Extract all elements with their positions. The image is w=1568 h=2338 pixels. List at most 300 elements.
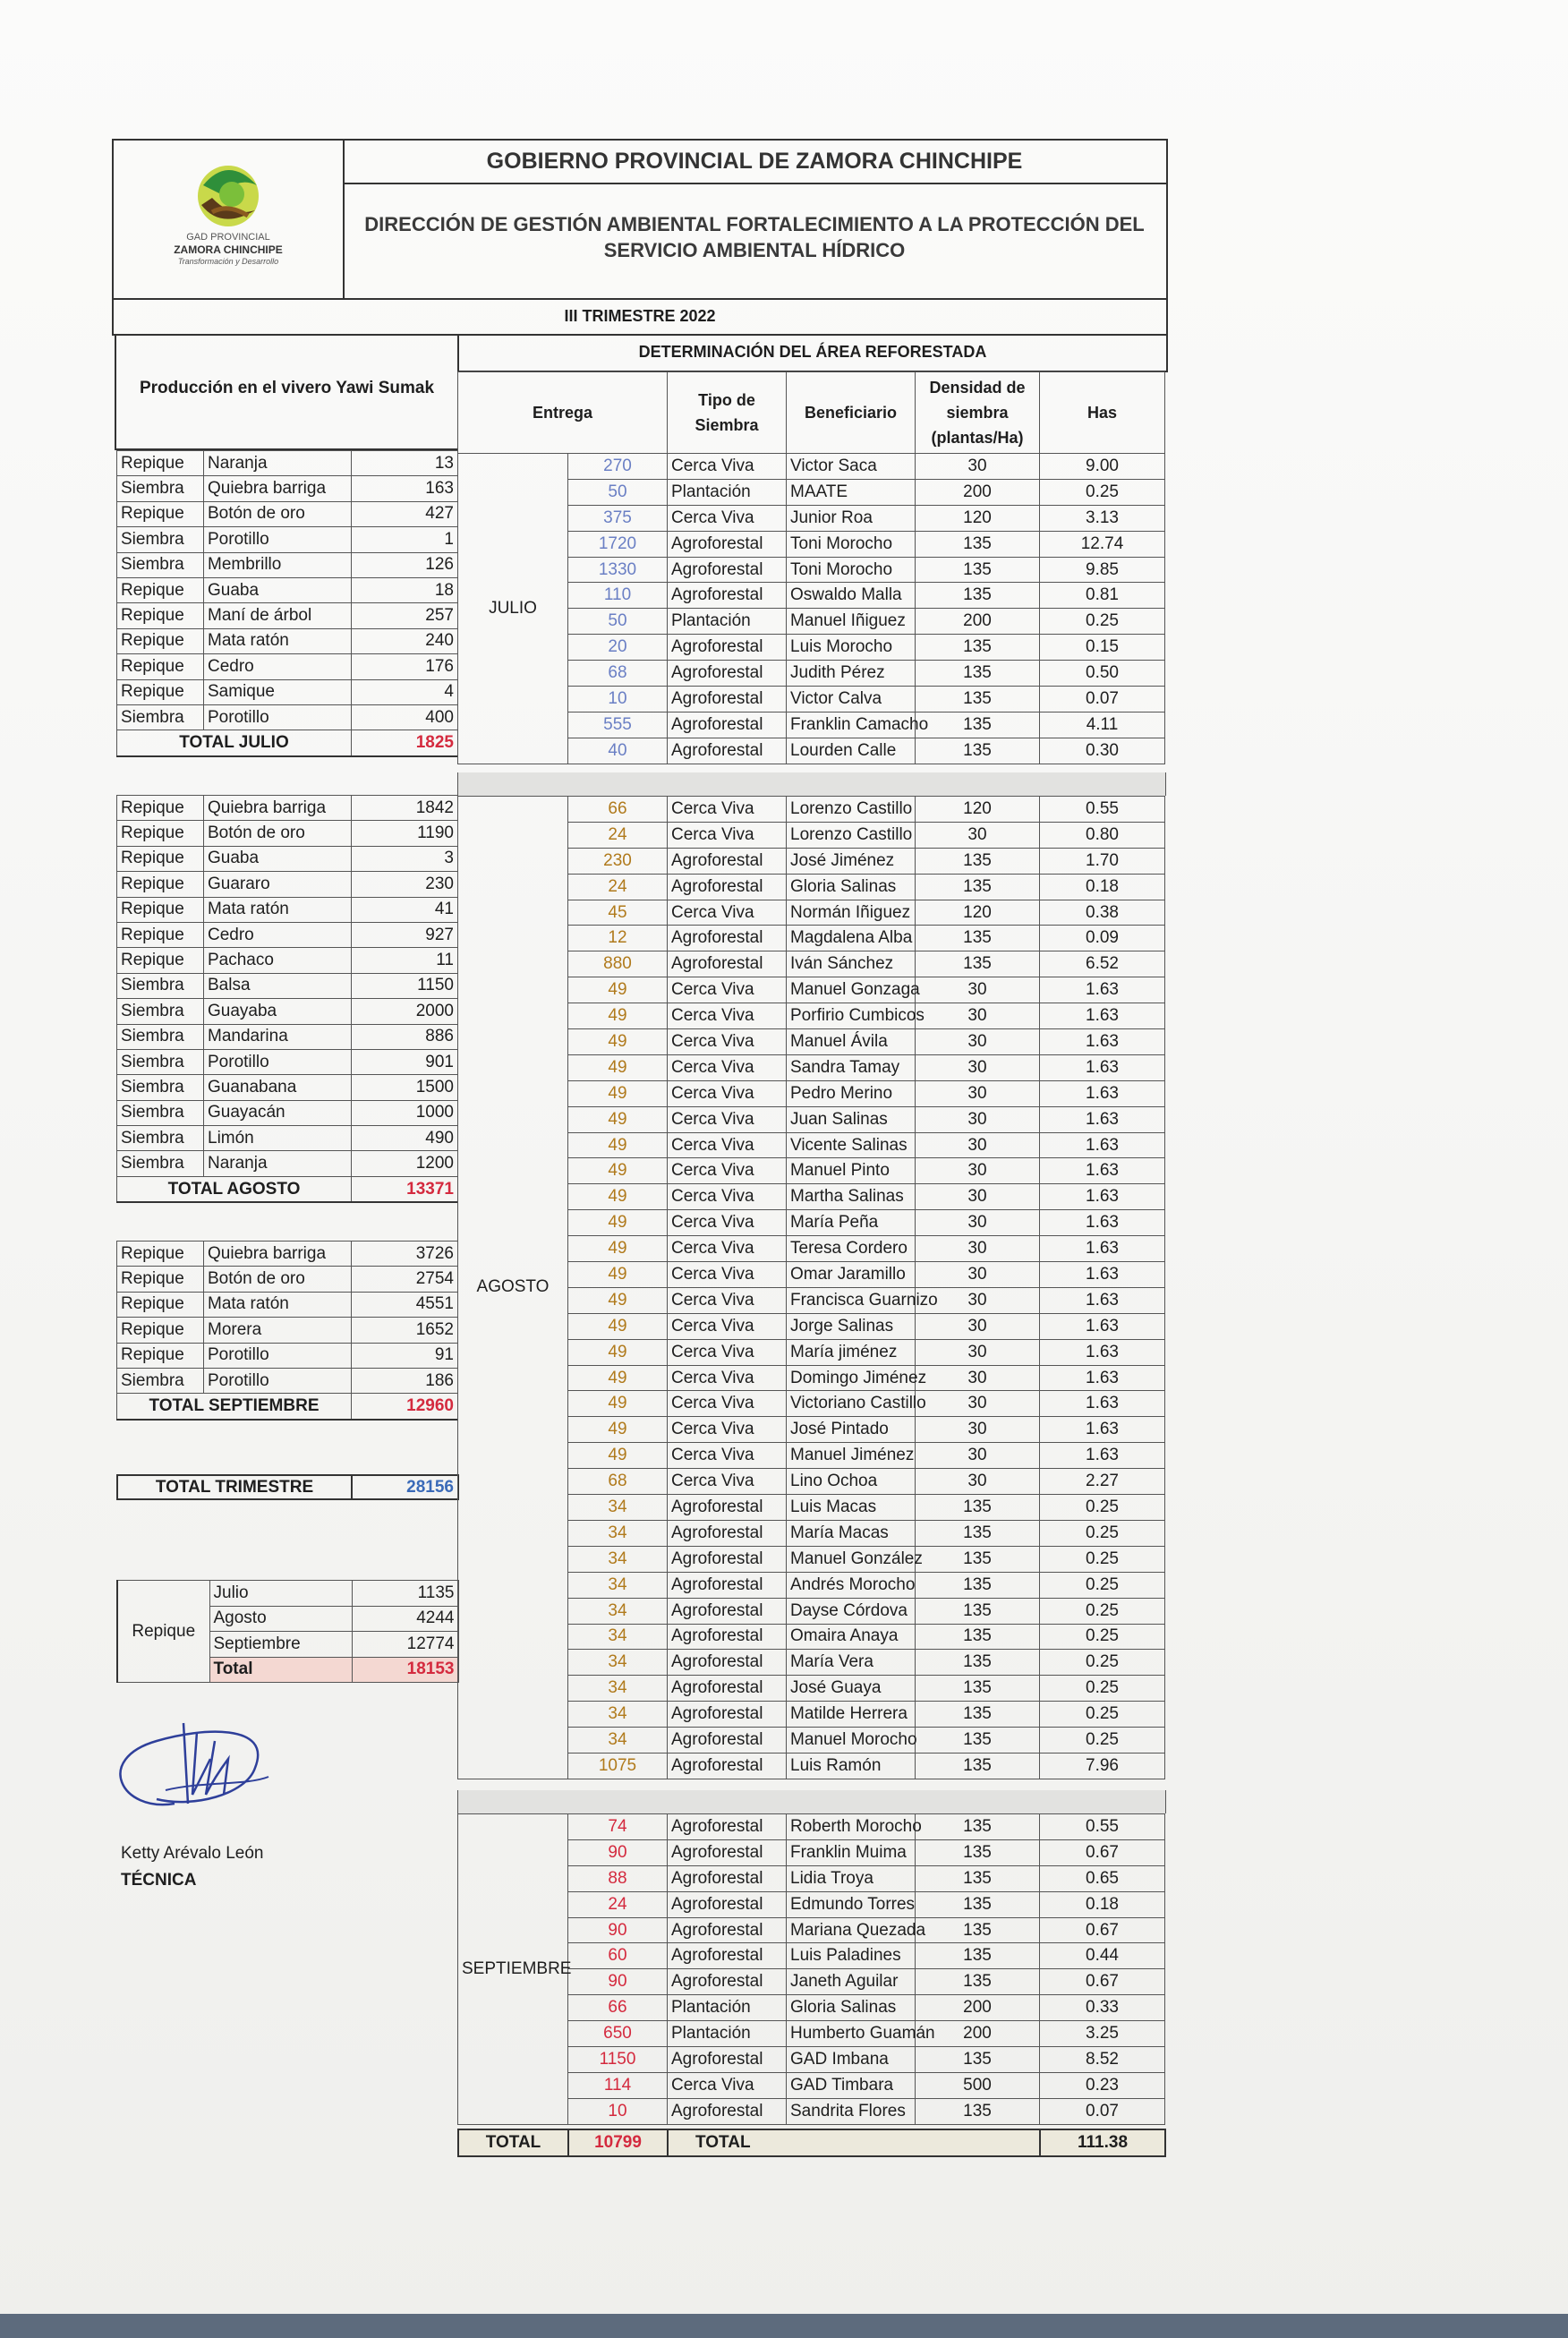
tipo-siembra: Agroforestal <box>668 1728 787 1754</box>
production-action: Repique <box>117 846 204 871</box>
table-row <box>117 501 458 526</box>
densidad: 30 <box>916 822 1040 848</box>
production-quantity: 490 <box>352 1126 458 1151</box>
gad-logo-icon <box>185 158 271 239</box>
densidad: 135 <box>916 1753 1040 1779</box>
densidad: 135 <box>916 1891 1040 1917</box>
hectareas: 1.63 <box>1040 1158 1165 1184</box>
hectareas: 1.63 <box>1040 1003 1165 1029</box>
production-agosto-table <box>116 795 458 1203</box>
logo-line-3: Transformación y Desarrollo <box>177 257 279 266</box>
table-row <box>117 704 458 730</box>
tipo-siembra: Agroforestal <box>668 1814 787 1840</box>
hectareas: 0.81 <box>1040 583 1165 609</box>
section-divider <box>457 1790 1166 1813</box>
table-row <box>117 1581 458 1607</box>
tipo-siembra: Agroforestal <box>668 1546 787 1572</box>
densidad: 135 <box>916 1624 1040 1650</box>
production-species: Mandarina <box>204 1024 352 1049</box>
beneficiario: Jorge Salinas <box>787 1313 916 1339</box>
production-total-label: TOTAL AGOSTO <box>117 1176 352 1202</box>
hectareas: 0.25 <box>1040 1520 1165 1546</box>
densidad: 30 <box>916 1469 1040 1495</box>
densidad: 135 <box>916 687 1040 712</box>
table-row-total <box>117 730 458 756</box>
beneficiario: José Guaya <box>787 1676 916 1702</box>
densidad: 120 <box>916 900 1040 926</box>
tipo-siembra: Cerca Viva <box>668 2072 787 2098</box>
production-action: Repique <box>117 451 204 476</box>
tipo-siembra: Agroforestal <box>668 1943 787 1969</box>
tipo-siembra: Agroforestal <box>668 1572 787 1598</box>
densidad: 30 <box>916 1287 1040 1313</box>
densidad: 200 <box>916 609 1040 635</box>
beneficiario: Martha Salinas <box>787 1184 916 1210</box>
tipo-siembra: Cerca Viva <box>668 1210 787 1236</box>
production-quantity: 901 <box>352 1049 458 1074</box>
background-surface <box>0 2314 1568 2338</box>
hectareas: 1.63 <box>1040 1210 1165 1236</box>
table-row <box>117 846 458 871</box>
densidad: 120 <box>916 505 1040 531</box>
hectareas: 0.65 <box>1040 1865 1165 1891</box>
repique-month: Septiembre <box>209 1632 352 1658</box>
logo-cell <box>114 141 345 298</box>
production-action: Repique <box>117 796 204 821</box>
entrega-quantity: 1330 <box>568 557 668 583</box>
entrega-quantity: 49 <box>568 977 668 1003</box>
table-row <box>117 1343 458 1368</box>
production-action: Siembra <box>117 1024 204 1049</box>
production-quantity: 4 <box>352 679 458 704</box>
tipo-siembra: Cerca Viva <box>668 1158 787 1184</box>
table-row <box>117 1368 458 1393</box>
production-quantity: 240 <box>352 628 458 653</box>
table-row <box>117 1242 458 1267</box>
hectareas: 0.07 <box>1040 2098 1165 2124</box>
densidad: 135 <box>916 2047 1040 2073</box>
production-species: Quiebra barriga <box>204 476 352 501</box>
beneficiario: Omar Jaramillo <box>787 1262 916 1288</box>
tipo-siembra: Agroforestal <box>668 583 787 609</box>
beneficiario: Andrés Morocho <box>787 1572 916 1598</box>
production-action: Repique <box>117 1343 204 1368</box>
table-row <box>117 679 458 704</box>
beneficiario: Oswaldo Malla <box>787 583 916 609</box>
hectareas: 6.52 <box>1040 951 1165 977</box>
production-action: Siembra <box>117 999 204 1024</box>
entrega-quantity: 34 <box>568 1520 668 1546</box>
production-action: Repique <box>117 897 204 922</box>
repique-summary-table <box>116 1580 459 1683</box>
tipo-siembra: Agroforestal <box>668 1891 787 1917</box>
section-divider <box>457 772 1166 796</box>
entrega-quantity: 34 <box>568 1572 668 1598</box>
entrega-quantity: 49 <box>568 1132 668 1158</box>
hectareas: 1.63 <box>1040 1029 1165 1055</box>
production-species: Porotillo <box>204 1368 352 1393</box>
month-label: JULIO <box>458 454 568 764</box>
production-title: Producción en el vivero Yawi Sumak <box>115 334 457 450</box>
tipo-siembra: Plantación <box>668 609 787 635</box>
production-action: Repique <box>117 821 204 846</box>
table-row <box>458 454 1165 480</box>
document-header <box>112 139 1168 300</box>
month-label: SEPTIEMBRE <box>458 1814 568 2125</box>
repique-value: 1135 <box>352 1581 458 1607</box>
hectareas: 1.63 <box>1040 1184 1165 1210</box>
tipo-siembra: Cerca Viva <box>668 900 787 926</box>
entrega-quantity: 49 <box>568 1106 668 1132</box>
densidad: 30 <box>916 1184 1040 1210</box>
production-septiembre-table <box>116 1241 458 1421</box>
densidad: 135 <box>916 1650 1040 1676</box>
reforestacion-total-row <box>457 2129 1166 2157</box>
densidad: 135 <box>916 1728 1040 1754</box>
densidad: 135 <box>916 1969 1040 1995</box>
entrega-quantity: 49 <box>568 1443 668 1469</box>
production-action: Repique <box>117 872 204 897</box>
production-total-label: TOTAL JULIO <box>117 730 352 756</box>
densidad: 135 <box>916 738 1040 764</box>
production-species: Maní de árbol <box>204 603 352 628</box>
hectareas: 0.67 <box>1040 1917 1165 1943</box>
entrega-quantity: 24 <box>568 874 668 900</box>
tipo-siembra: Cerca Viva <box>668 1443 787 1469</box>
production-quantity: 11 <box>352 948 458 973</box>
beneficiario: Roberth Morocho <box>787 1814 916 1840</box>
densidad: 135 <box>916 1572 1040 1598</box>
table-row <box>458 1814 1165 1840</box>
production-action: Siembra <box>117 1075 204 1100</box>
table-row <box>458 797 1165 823</box>
entrega-quantity: 20 <box>568 635 668 661</box>
beneficiario: Janeth Aguilar <box>787 1969 916 1995</box>
beneficiario: Luis Ramón <box>787 1753 916 1779</box>
densidad: 135 <box>916 1546 1040 1572</box>
production-quantity: 230 <box>352 872 458 897</box>
table-row <box>117 821 458 846</box>
beneficiario: Dayse Córdova <box>787 1598 916 1624</box>
densidad: 135 <box>916 1702 1040 1728</box>
densidad: 135 <box>916 1839 1040 1865</box>
entrega-quantity: 650 <box>568 2021 668 2047</box>
production-quantity: 13 <box>352 451 458 476</box>
production-species: Balsa <box>204 973 352 998</box>
beneficiario: Manuel González <box>787 1546 916 1572</box>
beneficiario: Lino Ochoa <box>787 1469 916 1495</box>
table-row <box>117 872 458 897</box>
densidad: 30 <box>916 1236 1040 1262</box>
production-species: Porotillo <box>204 1343 352 1368</box>
production-quantity: 126 <box>352 552 458 577</box>
beneficiario: Victor Calva <box>787 687 916 712</box>
production-quantity: 1500 <box>352 1075 458 1100</box>
table-row <box>117 1075 458 1100</box>
tipo-siembra: Cerca Viva <box>668 822 787 848</box>
entrega-quantity: 49 <box>568 1365 668 1391</box>
production-species: Quiebra barriga <box>204 1242 352 1267</box>
production-action: Siembra <box>117 1100 204 1125</box>
densidad: 30 <box>916 1003 1040 1029</box>
tipo-siembra: Agroforestal <box>668 1624 787 1650</box>
entrega-quantity: 49 <box>568 1339 668 1365</box>
table-row-total <box>117 1176 458 1202</box>
table-row <box>117 973 458 998</box>
col-densidad: Densidad de siembra (plantas/Ha) <box>916 372 1040 454</box>
table-row <box>117 527 458 552</box>
production-species: Porotillo <box>204 1049 352 1074</box>
tipo-siembra: Agroforestal <box>668 531 787 557</box>
densidad: 135 <box>916 661 1040 687</box>
densidad: 135 <box>916 1865 1040 1891</box>
densidad: 120 <box>916 797 1040 823</box>
densidad: 30 <box>916 1158 1040 1184</box>
beneficiario: Omaira Anaya <box>787 1624 916 1650</box>
production-quantity: 163 <box>352 476 458 501</box>
table-row <box>117 1049 458 1074</box>
hectareas: 9.00 <box>1040 454 1165 480</box>
table-row <box>117 1292 458 1317</box>
beneficiario: Mariana Quezada <box>787 1917 916 1943</box>
densidad: 30 <box>916 1365 1040 1391</box>
tipo-siembra: Plantación <box>668 479 787 505</box>
trimestre-title: III TRIMESTRE 2022 <box>112 298 1168 336</box>
production-species: Botón de oro <box>204 821 352 846</box>
tipo-siembra: Agroforestal <box>668 1753 787 1779</box>
beneficiario: Manuel Morocho <box>787 1728 916 1754</box>
beneficiario: Iván Sánchez <box>787 951 916 977</box>
densidad: 135 <box>916 848 1040 874</box>
production-species: Quiebra barriga <box>204 796 352 821</box>
production-total-value: 12960 <box>352 1394 458 1420</box>
beneficiario: María jiménez <box>787 1339 916 1365</box>
signatory-role: TÉCNICA <box>121 1871 197 1890</box>
production-action: Repique <box>117 654 204 679</box>
entrega-quantity: 40 <box>568 738 668 764</box>
table-row <box>117 999 458 1024</box>
production-quantity: 1150 <box>352 973 458 998</box>
production-quantity: 1190 <box>352 821 458 846</box>
hectareas: 0.67 <box>1040 1839 1165 1865</box>
hectareas: 0.30 <box>1040 738 1165 764</box>
tipo-siembra: Agroforestal <box>668 926 787 951</box>
production-quantity: 927 <box>352 922 458 947</box>
entrega-quantity: 880 <box>568 951 668 977</box>
tipo-siembra: Cerca Viva <box>668 1106 787 1132</box>
production-total-value: 1825 <box>352 730 458 756</box>
production-quantity: 886 <box>352 1024 458 1049</box>
beneficiario: Lorenzo Castillo <box>787 797 916 823</box>
entrega-quantity: 555 <box>568 712 668 738</box>
hectareas: 3.25 <box>1040 2021 1165 2047</box>
entrega-quantity: 34 <box>568 1495 668 1521</box>
beneficiario: Magdalena Alba <box>787 926 916 951</box>
entrega-quantity: 90 <box>568 1917 668 1943</box>
beneficiario: Domingo Jiménez <box>787 1365 916 1391</box>
production-action: Repique <box>117 577 204 602</box>
entrega-quantity: 49 <box>568 1003 668 1029</box>
entrega-quantity: 10 <box>568 687 668 712</box>
densidad: 135 <box>916 1917 1040 1943</box>
hectareas: 0.44 <box>1040 1943 1165 1969</box>
production-quantity: 186 <box>352 1368 458 1393</box>
direccion-title: DIRECCIÓN DE GESTIÓN AMBIENTAL FORTALECIMIENTO A LA PROTECCIÓN DEL SERVICIO AMBIENTAL HÍDRICO <box>364 213 1145 261</box>
hectareas: 0.38 <box>1040 900 1165 926</box>
table-row <box>117 1267 458 1292</box>
production-quantity: 3 <box>352 846 458 871</box>
densidad: 135 <box>916 2098 1040 2124</box>
densidad: 135 <box>916 951 1040 977</box>
densidad: 30 <box>916 1262 1040 1288</box>
hectareas: 1.63 <box>1040 1417 1165 1443</box>
densidad: 30 <box>916 1391 1040 1417</box>
production-species: Botón de oro <box>204 1267 352 1292</box>
entrega-quantity: 90 <box>568 1969 668 1995</box>
tipo-siembra: Cerca Viva <box>668 977 787 1003</box>
production-species: Mata ratón <box>204 628 352 653</box>
beneficiario: Victoriano Castillo <box>787 1391 916 1417</box>
tipo-siembra: Agroforestal <box>668 1969 787 1995</box>
col-tipo-siembra: Tipo de Siembra <box>668 372 787 454</box>
entrega-quantity: 68 <box>568 1469 668 1495</box>
beneficiario: María Vera <box>787 1650 916 1676</box>
entrega-quantity: 34 <box>568 1546 668 1572</box>
hectareas: 0.25 <box>1040 609 1165 635</box>
production-quantity: 18 <box>352 577 458 602</box>
densidad: 500 <box>916 2072 1040 2098</box>
hectareas: 0.25 <box>1040 1676 1165 1702</box>
production-species: Porotillo <box>204 704 352 730</box>
beneficiario: Luis Paladines <box>787 1943 916 1969</box>
entrega-quantity: 1720 <box>568 531 668 557</box>
tipo-siembra: Agroforestal <box>668 1917 787 1943</box>
beneficiario: José Pintado <box>787 1417 916 1443</box>
entrega-quantity: 60 <box>568 1943 668 1969</box>
repique-label: Repique <box>117 1581 209 1683</box>
beneficiario: Sandra Tamay <box>787 1054 916 1080</box>
tipo-siembra: Agroforestal <box>668 1598 787 1624</box>
tipo-siembra: Agroforestal <box>668 635 787 661</box>
production-quantity: 2754 <box>352 1267 458 1292</box>
entrega-quantity: 110 <box>568 583 668 609</box>
table-row <box>117 476 458 501</box>
hectareas: 0.25 <box>1040 1728 1165 1754</box>
production-species: Guaba <box>204 577 352 602</box>
tipo-siembra: Agroforestal <box>668 951 787 977</box>
col-has: Has <box>1040 372 1165 454</box>
table-row-total <box>117 1394 458 1420</box>
production-action: Repique <box>117 1292 204 1317</box>
table-row <box>117 1151 458 1176</box>
densidad: 135 <box>916 557 1040 583</box>
production-species: Naranja <box>204 451 352 476</box>
densidad: 30 <box>916 1443 1040 1469</box>
entrega-quantity: 49 <box>568 1054 668 1080</box>
beneficiario: Toni Morocho <box>787 557 916 583</box>
total-trimestre-table <box>116 1474 459 1500</box>
production-quantity: 400 <box>352 704 458 730</box>
beneficiario: Victor Saca <box>787 454 916 480</box>
hectareas: 0.07 <box>1040 687 1165 712</box>
hectareas: 1.63 <box>1040 1443 1165 1469</box>
beneficiario: Franklin Camacho <box>787 712 916 738</box>
hectareas: 1.63 <box>1040 1365 1165 1391</box>
hectareas: 0.15 <box>1040 635 1165 661</box>
beneficiario: Luis Morocho <box>787 635 916 661</box>
entrega-quantity: 24 <box>568 822 668 848</box>
production-species: Mata ratón <box>204 897 352 922</box>
densidad: 30 <box>916 1132 1040 1158</box>
entrega-quantity: 375 <box>568 505 668 531</box>
total-has-value: 111.38 <box>1040 2129 1165 2156</box>
beneficiario: Lourden Calle <box>787 738 916 764</box>
hectareas: 0.25 <box>1040 1624 1165 1650</box>
hectareas: 0.25 <box>1040 1598 1165 1624</box>
signatory-name: Ketty Arévalo León <box>121 1844 264 1863</box>
hectareas: 7.96 <box>1040 1753 1165 1779</box>
production-action: Repique <box>117 1242 204 1267</box>
densidad: 135 <box>916 1676 1040 1702</box>
tipo-siembra: Cerca Viva <box>668 797 787 823</box>
production-action: Repique <box>117 603 204 628</box>
production-action: Siembra <box>117 527 204 552</box>
hectareas: 0.23 <box>1040 2072 1165 2098</box>
reforestacion-agosto-table <box>457 796 1165 1779</box>
total-label: TOTAL <box>458 2129 568 2156</box>
tipo-siembra: Agroforestal <box>668 1520 787 1546</box>
beneficiario: Teresa Cordero <box>787 1236 916 1262</box>
hectareas: 0.55 <box>1040 797 1165 823</box>
beneficiario: Manuel Ávila <box>787 1029 916 1055</box>
hectareas: 2.27 <box>1040 1469 1165 1495</box>
tipo-siembra: Cerca Viva <box>668 1003 787 1029</box>
entrega-quantity: 68 <box>568 661 668 687</box>
hectareas: 12.74 <box>1040 531 1165 557</box>
production-action: Repique <box>117 501 204 526</box>
repique-total-label: Total <box>209 1657 352 1683</box>
beneficiario: Manuel Pinto <box>787 1158 916 1184</box>
hectareas: 1.63 <box>1040 1106 1165 1132</box>
table-row <box>117 577 458 602</box>
production-action: Repique <box>117 922 204 947</box>
entrega-quantity: 34 <box>568 1598 668 1624</box>
production-species: Naranja <box>204 1151 352 1176</box>
tipo-siembra: Plantación <box>668 1995 787 2021</box>
entrega-quantity: 50 <box>568 609 668 635</box>
production-species: Mata ratón <box>204 1292 352 1317</box>
production-total-label: TOTAL SEPTIEMBRE <box>117 1394 352 1420</box>
production-action: Repique <box>117 679 204 704</box>
col-entrega: Entrega <box>458 372 668 454</box>
entrega-quantity: 49 <box>568 1391 668 1417</box>
production-species: Guaba <box>204 846 352 871</box>
production-action: Siembra <box>117 973 204 998</box>
beneficiario: María Peña <box>787 1210 916 1236</box>
beneficiario: José Jiménez <box>787 848 916 874</box>
hectareas: 9.85 <box>1040 557 1165 583</box>
hectareas: 1.70 <box>1040 848 1165 874</box>
densidad: 135 <box>916 1495 1040 1521</box>
hectareas: 0.18 <box>1040 1891 1165 1917</box>
densidad: 135 <box>916 1598 1040 1624</box>
densidad: 135 <box>916 1520 1040 1546</box>
production-species: Cedro <box>204 922 352 947</box>
table-row <box>117 1126 458 1151</box>
production-action: Siembra <box>117 1049 204 1074</box>
entrega-quantity: 270 <box>568 454 668 480</box>
hectareas: 0.25 <box>1040 1572 1165 1598</box>
